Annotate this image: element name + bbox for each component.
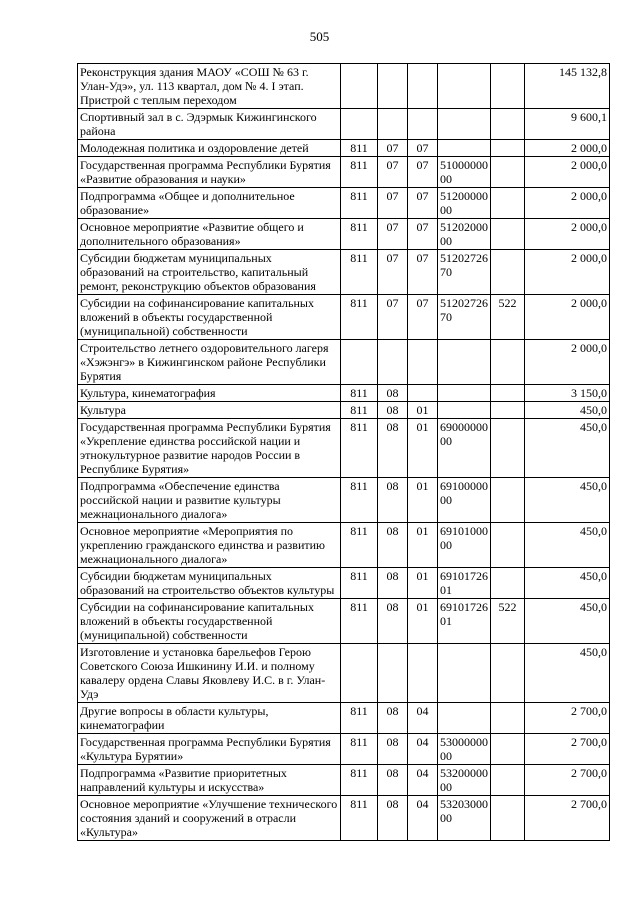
amount-cell: 450,0 (525, 568, 610, 599)
table-row (78, 109, 610, 140)
section-code-cell: 08 (378, 402, 408, 419)
item-name-cell: Подпрограмма «Общее и дополнительное образование» (78, 188, 341, 219)
target-article-code-cell (438, 340, 491, 385)
section-code-cell (378, 644, 408, 703)
subsection-code-cell (408, 644, 438, 703)
subsection-code-cell: 01 (408, 419, 438, 478)
department-code-cell: 811 (341, 250, 378, 295)
item-name-cell: Государственная программа Республики Бурятия «Развитие образования и науки» (78, 157, 341, 188)
department-code-cell: 811 (341, 478, 378, 523)
amount-cell: 2 000,0 (525, 157, 610, 188)
subsection-code-cell (408, 109, 438, 140)
section-code-cell: 08 (378, 523, 408, 568)
target-article-code-cell (438, 140, 491, 157)
amount-cell: 2 700,0 (525, 734, 610, 765)
amount-cell: 2 700,0 (525, 765, 610, 796)
target-article-code-cell: 6900000000 (438, 419, 491, 478)
amount-cell: 450,0 (525, 478, 610, 523)
subsection-code-cell: 01 (408, 523, 438, 568)
section-code-cell: 07 (378, 188, 408, 219)
table-row (78, 157, 610, 188)
item-name-cell: Другие вопросы в области культуры, кинематографии (78, 703, 341, 734)
expense-type-code-cell (491, 340, 525, 385)
table-row (78, 188, 610, 219)
table-row (78, 765, 610, 796)
item-name-cell: Изготовление и установка барельефов Герою Советского Союза Ишкинину И.И. и полному кавалеру ордена Славы Яковлеву И.С. в г. Улан-Удэ (78, 644, 341, 703)
subsection-code-cell (408, 340, 438, 385)
expense-type-code-cell (491, 734, 525, 765)
amount-cell: 2 700,0 (525, 796, 610, 841)
section-code-cell (378, 109, 408, 140)
page-number: 505 (309, 29, 330, 44)
amount-cell: 9 600,1 (525, 109, 610, 140)
target-article-code-cell (438, 64, 491, 109)
department-code-cell: 811 (341, 157, 378, 188)
table-row (78, 523, 610, 568)
item-name-cell: Субсидии бюджетам муниципальных образований на строительство, капитальный ремонт, реконструкцию объектов образования (78, 250, 341, 295)
item-name-cell: Основное мероприятие «Развитие общего и дополнительного образования» (78, 219, 341, 250)
target-article-code-cell: 5300000000 (438, 734, 491, 765)
expense-type-code-cell (491, 523, 525, 568)
table-row (78, 734, 610, 765)
section-code-cell: 08 (378, 419, 408, 478)
expense-type-code-cell (491, 385, 525, 402)
department-code-cell: 811 (341, 140, 378, 157)
section-code-cell (378, 64, 408, 109)
section-code-cell: 08 (378, 478, 408, 523)
target-article-code-cell (438, 385, 491, 402)
expense-type-code-cell (491, 109, 525, 140)
expense-type-code-cell (491, 157, 525, 188)
amount-cell: 450,0 (525, 523, 610, 568)
item-name-cell: Молодежная политика и оздоровление детей (78, 140, 341, 157)
subsection-code-cell (408, 64, 438, 109)
table-row (78, 402, 610, 419)
amount-cell: 2 000,0 (525, 250, 610, 295)
amount-cell: 145 132,8 (525, 64, 610, 109)
table-row (78, 250, 610, 295)
expense-type-code-cell (491, 402, 525, 419)
department-code-cell: 811 (341, 734, 378, 765)
subsection-code-cell: 01 (408, 568, 438, 599)
target-article-code-cell: 5100000000 (438, 157, 491, 188)
target-article-code-cell (438, 703, 491, 734)
section-code-cell: 07 (378, 295, 408, 340)
target-article-code-cell (438, 644, 491, 703)
department-code-cell: 811 (341, 402, 378, 419)
expense-type-code-cell (491, 703, 525, 734)
subsection-code-cell: 07 (408, 140, 438, 157)
item-name-cell: Государственная программа Республики Бурятия «Культура Бурятии» (78, 734, 341, 765)
department-code-cell: 811 (341, 703, 378, 734)
section-code-cell: 08 (378, 734, 408, 765)
amount-cell: 2 000,0 (525, 140, 610, 157)
item-name-cell: Спортивный зал в с. Эдэрмык Кижингинского района (78, 109, 341, 140)
department-code-cell: 811 (341, 219, 378, 250)
table-row (78, 796, 610, 841)
table-row (78, 419, 610, 478)
table-row (78, 644, 610, 703)
target-article-code-cell: 5120272670 (438, 295, 491, 340)
expense-type-code-cell (491, 219, 525, 250)
target-article-code-cell (438, 402, 491, 419)
section-code-cell: 08 (378, 703, 408, 734)
target-article-code-cell: 6910000000 (438, 478, 491, 523)
section-code-cell: 07 (378, 219, 408, 250)
expense-type-code-cell: 522 (491, 295, 525, 340)
expense-type-code-cell (491, 64, 525, 109)
table-row (78, 140, 610, 157)
item-name-cell: Основное мероприятие «Мероприятия по укреплению гражданского единства и развитию межнационального диалога» (78, 523, 341, 568)
amount-cell: 450,0 (525, 419, 610, 478)
amount-cell: 450,0 (525, 644, 610, 703)
amount-cell: 450,0 (525, 402, 610, 419)
department-code-cell (341, 340, 378, 385)
subsection-code-cell: 04 (408, 796, 438, 841)
department-code-cell: 811 (341, 599, 378, 644)
expense-type-code-cell: 522 (491, 599, 525, 644)
amount-cell: 2 000,0 (525, 219, 610, 250)
item-name-cell: Субсидии бюджетам муниципальных образований на строительство объектов культуры (78, 568, 341, 599)
expense-type-code-cell (491, 568, 525, 599)
item-name-cell: Культура (78, 402, 341, 419)
section-code-cell: 08 (378, 765, 408, 796)
amount-cell: 2 000,0 (525, 188, 610, 219)
expense-type-code-cell (491, 250, 525, 295)
amount-cell: 2 000,0 (525, 340, 610, 385)
table-row (78, 599, 610, 644)
table-row (78, 568, 610, 599)
target-article-code-cell: 5320000000 (438, 765, 491, 796)
target-article-code-cell: 5320300000 (438, 796, 491, 841)
item-name-cell: Государственная программа Республики Бурятия «Укрепление единства российской нации и этнокультурное развитие народов России в Республике Бурятия» (78, 419, 341, 478)
section-code-cell (378, 340, 408, 385)
department-code-cell: 811 (341, 385, 378, 402)
target-article-code-cell: 5120000000 (438, 188, 491, 219)
item-name-cell: Реконструкция здания МАОУ «СОШ № 63 г. Улан-Удэ», ул. 113 квартал, дом № 4. I этап. Пристрой с теплым переходом (78, 64, 341, 109)
section-code-cell: 08 (378, 568, 408, 599)
department-code-cell: 811 (341, 765, 378, 796)
table-row (78, 385, 610, 402)
department-code-cell: 811 (341, 295, 378, 340)
expense-type-code-cell (491, 478, 525, 523)
section-code-cell: 08 (378, 385, 408, 402)
section-code-cell: 07 (378, 250, 408, 295)
subsection-code-cell: 07 (408, 188, 438, 219)
amount-cell: 3 150,0 (525, 385, 610, 402)
subsection-code-cell: 07 (408, 295, 438, 340)
subsection-code-cell: 04 (408, 703, 438, 734)
item-name-cell: Субсидии на софинансирование капитальных вложений в объекты государственной (муниципальной) собственности (78, 599, 341, 644)
subsection-code-cell: 07 (408, 219, 438, 250)
subsection-code-cell: 04 (408, 734, 438, 765)
table-row (78, 219, 610, 250)
expense-type-code-cell (491, 765, 525, 796)
amount-cell: 2 700,0 (525, 703, 610, 734)
table-row (78, 703, 610, 734)
expense-type-code-cell (491, 796, 525, 841)
item-name-cell: Строительство летнего оздоровительного лагеря «Хэжэнгэ» в Кижингинском районе Республики Бурятия (78, 340, 341, 385)
expense-type-code-cell (491, 419, 525, 478)
target-article-code-cell: 6910172601 (438, 599, 491, 644)
subsection-code-cell: 01 (408, 402, 438, 419)
subsection-code-cell: 07 (408, 250, 438, 295)
section-code-cell: 07 (378, 140, 408, 157)
target-article-code-cell: 5120200000 (438, 219, 491, 250)
amount-cell: 2 000,0 (525, 295, 610, 340)
target-article-code-cell: 6910172601 (438, 568, 491, 599)
expense-type-code-cell (491, 188, 525, 219)
item-name-cell: Культура, кинематография (78, 385, 341, 402)
budget-table (77, 63, 610, 841)
department-code-cell (341, 64, 378, 109)
target-article-code-cell: 5120272670 (438, 250, 491, 295)
target-article-code-cell: 6910100000 (438, 523, 491, 568)
table-row (78, 295, 610, 340)
target-article-code-cell (438, 109, 491, 140)
department-code-cell: 811 (341, 568, 378, 599)
department-code-cell: 811 (341, 796, 378, 841)
amount-cell: 450,0 (525, 599, 610, 644)
expense-type-code-cell (491, 644, 525, 703)
budget-table-body (78, 64, 610, 841)
item-name-cell: Подпрограмма «Развитие приоритетных направлений культуры и искусства» (78, 765, 341, 796)
section-code-cell: 08 (378, 599, 408, 644)
department-code-cell (341, 644, 378, 703)
department-code-cell (341, 109, 378, 140)
subsection-code-cell (408, 385, 438, 402)
section-code-cell: 07 (378, 157, 408, 188)
department-code-cell: 811 (341, 188, 378, 219)
table-row (78, 340, 610, 385)
subsection-code-cell: 04 (408, 765, 438, 796)
subsection-code-cell: 07 (408, 157, 438, 188)
item-name-cell: Подпрограмма «Обеспечение единства российской нации и развитие культуры межнационального диалога» (78, 478, 341, 523)
table-row (78, 478, 610, 523)
section-code-cell: 08 (378, 796, 408, 841)
table-row (78, 64, 610, 109)
item-name-cell: Основное мероприятие «Улучшение технического состояния зданий и сооружений в отрасли «Культура» (78, 796, 341, 841)
department-code-cell: 811 (341, 523, 378, 568)
subsection-code-cell: 01 (408, 599, 438, 644)
expense-type-code-cell (491, 140, 525, 157)
department-code-cell: 811 (341, 419, 378, 478)
item-name-cell: Субсидии на софинансирование капитальных вложений в объекты государственной (муниципальной) собственности (78, 295, 341, 340)
subsection-code-cell: 01 (408, 478, 438, 523)
